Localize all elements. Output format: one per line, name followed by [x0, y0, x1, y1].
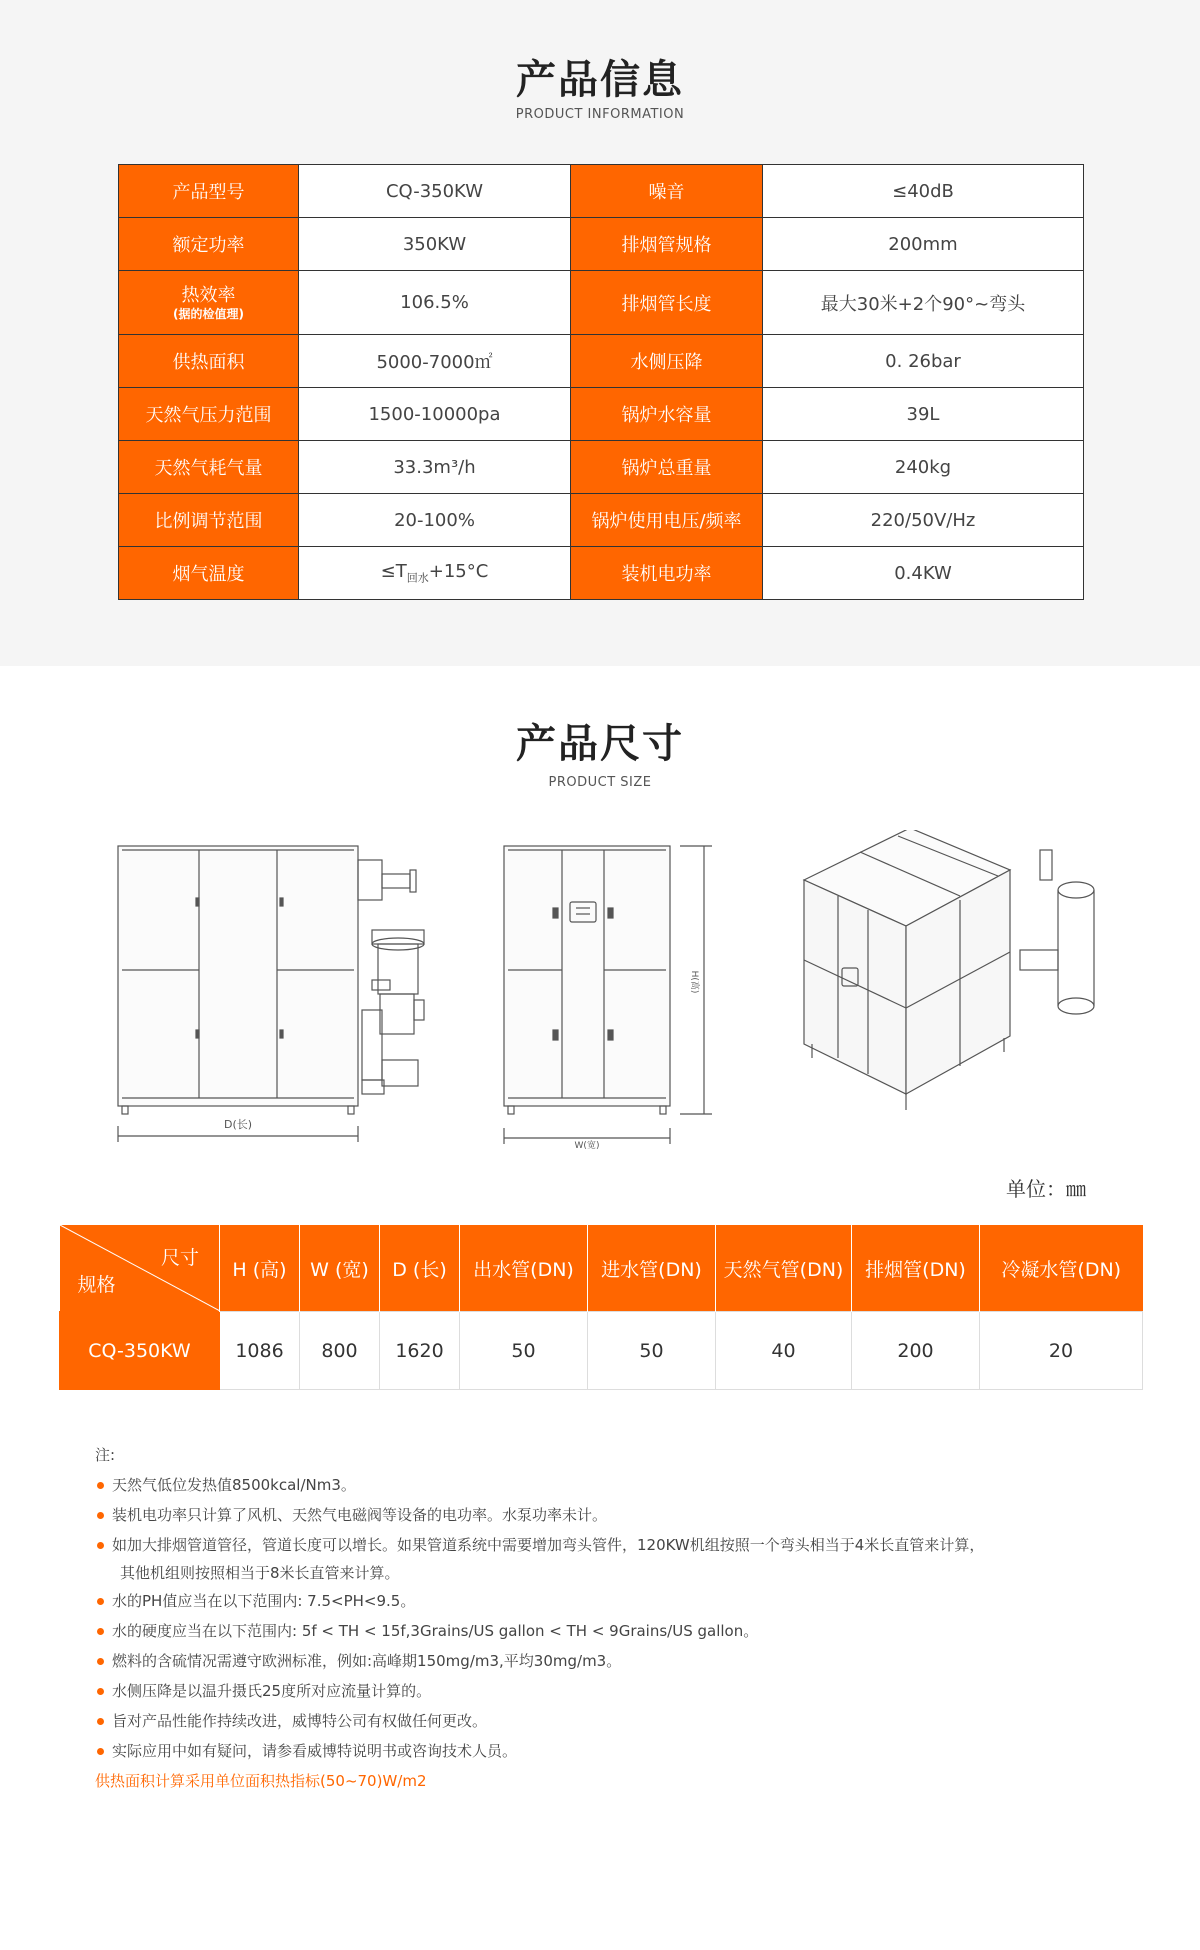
info-label: 水侧压降 [571, 335, 763, 388]
dim-label-height: H(高) [689, 970, 699, 994]
info-value: 350KW [299, 218, 571, 271]
info-value: 0.4KW [763, 547, 1084, 600]
note-text-continued: 其他机组则按照相当于8米长直管来计算。 [120, 1564, 400, 1582]
info-value: 39L [763, 388, 1084, 441]
flue-temp-suffix: +15°C [428, 560, 489, 582]
column-header: 天然气管(DN) [716, 1225, 852, 1312]
info-row [119, 165, 1084, 218]
info-label: 比例调节范围 [119, 494, 299, 547]
size-value: 50 [460, 1312, 588, 1390]
corner-header [60, 1225, 220, 1312]
info-value [299, 547, 571, 600]
info-label: 产品型号 [119, 165, 299, 218]
note-item [95, 1646, 1125, 1676]
isometric-view-drawing [804, 830, 1094, 1110]
flue-temp-subscript: 回水 [406, 571, 429, 585]
info-value: 240kg [763, 441, 1084, 494]
info-value: ≤40dB [763, 165, 1084, 218]
column-header: 进水管(DN) [588, 1225, 716, 1312]
info-label-main: 热效率 [181, 284, 236, 306]
info-label: 额定功率 [119, 218, 299, 271]
info-label: 供热面积 [119, 335, 299, 388]
column-header: D (长) [380, 1225, 460, 1312]
note-text: 燃料的含硫情况需遵守欧洲标准，例如:高峰期150mg/m3,平均30mg/m3。 [112, 1652, 622, 1670]
flue-temp-prefix: ≤T [380, 560, 407, 582]
info-label: 装机电功率 [571, 547, 763, 600]
info-value: 33.3m³/h [299, 441, 571, 494]
info-label: 锅炉总重量 [571, 441, 763, 494]
note-item [95, 1616, 1125, 1646]
info-label: 天然气压力范围 [119, 388, 299, 441]
size-value: 1086 [220, 1312, 300, 1390]
size-value: 40 [716, 1312, 852, 1390]
product-info-table [118, 164, 1084, 600]
size-value: 200 [852, 1312, 980, 1390]
info-label: 烟气温度 [119, 547, 299, 600]
bullet-dot [97, 1658, 104, 1665]
bullet-dot [97, 1482, 104, 1489]
product-info-section [0, 0, 1200, 666]
info-row [119, 441, 1084, 494]
info-value: 5000-7000㎡ [299, 335, 571, 388]
note-text: 水的硬度应当在以下范围内: 5f < TH < 15f,3Grains/US gallon < TH < 9Grains/US gallon。 [112, 1622, 759, 1640]
info-row [119, 388, 1084, 441]
info-row [119, 218, 1084, 271]
bullet-dot [97, 1628, 104, 1635]
bullet-dot [97, 1688, 104, 1695]
note-item [95, 1530, 1125, 1586]
note-text: 如加大排烟管道管径，管道长度可以增长。如果管道系统中需要增加弯头管件，120KW机组按照一个弯头相当于4米长直管来计算， [112, 1536, 985, 1554]
corner-label-spec: 规格 [77, 1274, 116, 1296]
size-value: 20 [980, 1312, 1143, 1390]
side-view-drawing [504, 846, 712, 1144]
dim-label-length: D(长) [223, 1118, 253, 1131]
info-label: 天然气耗气量 [119, 441, 299, 494]
note-text: 装机电功率只计算了风机、天然气电磁阀等设备的电功率。水泵功率未计。 [112, 1506, 608, 1524]
notes-label: 注: [95, 1446, 116, 1464]
note-item [95, 1676, 1125, 1706]
note-text: 水侧压降是以温升摄氏25度所对应流量计算的。 [112, 1682, 432, 1700]
column-header: 排烟管(DN) [852, 1225, 980, 1312]
info-value: 106.5% [299, 271, 571, 335]
bullet-dot [97, 1598, 104, 1605]
note-item [95, 1500, 1125, 1530]
column-header: H (高) [220, 1225, 300, 1312]
bullet-dot [97, 1512, 104, 1519]
info-value: CQ-350KW [299, 165, 571, 218]
corner-diagonal-cell [60, 1225, 220, 1311]
column-header: W (宽) [300, 1225, 380, 1312]
info-value: 1500-10000pa [299, 388, 571, 441]
unit-label: 单位：㎜ [1006, 1177, 1086, 1201]
info-label [119, 271, 299, 335]
section-title-info: 产品信息 [516, 57, 684, 103]
info-label: 噪音 [571, 165, 763, 218]
info-value: 20-100% [299, 494, 571, 547]
size-value: 50 [588, 1312, 716, 1390]
note-text: 水的PH值应当在以下范围内: 7.5<PH<9.5。 [112, 1592, 416, 1610]
notes-list [95, 1470, 1125, 1766]
info-value: 最大30米+2个90°~弯头 [763, 271, 1084, 335]
note-item [95, 1736, 1125, 1766]
corner-label-size: 尺寸 [160, 1247, 199, 1269]
column-header: 出水管(DN) [460, 1225, 588, 1312]
info-row [119, 271, 1084, 335]
info-label: 锅炉使用电压/频率 [571, 494, 763, 547]
size-table-row [60, 1312, 1143, 1390]
note-item [95, 1586, 1125, 1616]
bullet-dot [97, 1748, 104, 1755]
bullet-dot [97, 1542, 104, 1549]
column-header: 冷凝水管(DN) [980, 1225, 1143, 1312]
section-title-size: 产品尺寸 [516, 721, 684, 767]
heating-area-note: 供热面积计算采用单位面积热指标(50~70)W/m2 [95, 1772, 427, 1790]
info-label: 排烟管规格 [571, 218, 763, 271]
size-table-header [60, 1225, 1143, 1312]
dim-label-width: W(宽) [574, 1141, 600, 1151]
info-label: 排烟管长度 [571, 271, 763, 335]
info-label-note: (据的检值理) [173, 306, 244, 321]
note-item [95, 1706, 1125, 1736]
size-value: 1620 [380, 1312, 460, 1390]
section-subtitle-info: PRODUCT INFORMATION [515, 107, 685, 122]
info-label: 锅炉水容量 [571, 388, 763, 441]
notes-section [95, 1440, 1125, 1796]
note-text: 旨对产品性能作持续改进，威博特公司有权做任何更改。 [112, 1712, 488, 1730]
info-value: 0. 26bar [763, 335, 1084, 388]
info-value: 200mm [763, 218, 1084, 271]
front-view-drawing [118, 846, 424, 1142]
section-subtitle-size: PRODUCT SIZE [548, 775, 652, 790]
size-value: 800 [300, 1312, 380, 1390]
info-row [119, 494, 1084, 547]
size-table [59, 1225, 1143, 1390]
model-cell: CQ-350KW [60, 1312, 220, 1390]
info-value: 220/50V/Hz [763, 494, 1084, 547]
boiler-drawings [0, 830, 1200, 1170]
note-item [95, 1470, 1125, 1500]
note-text: 天然气低位发热值8500kcal/Nm3。 [112, 1476, 356, 1494]
bullet-dot [97, 1718, 104, 1725]
note-text: 实际应用中如有疑问，请参看威博特说明书或咨询技术人员。 [112, 1742, 518, 1760]
info-row [119, 547, 1084, 600]
info-row [119, 335, 1084, 388]
